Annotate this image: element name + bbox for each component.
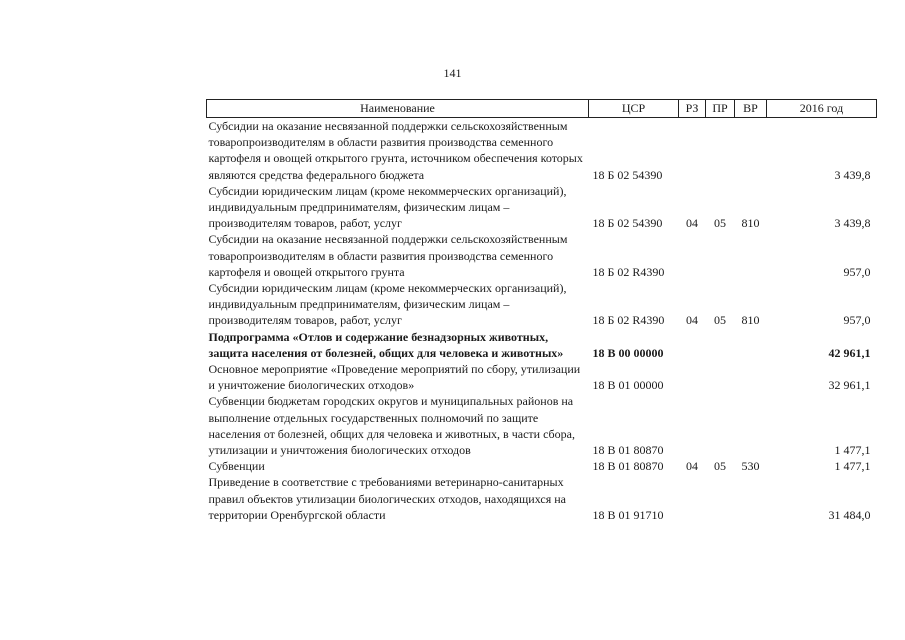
row-name: Приведение в соответствие с требованиями ветеринарно-санитарных правил объектов утилизации биологических отходов, находящихся на территории Оренбургской области [208, 475, 566, 522]
row-sum: 1 477,1 [834, 443, 871, 458]
row-sum: 957,0 [843, 313, 871, 328]
header-vr: ВР [735, 100, 767, 118]
row-rz [679, 329, 706, 361]
row-csr: 18 Б 02 54390 [592, 167, 663, 182]
row-csr: 18 В 01 00000 [592, 378, 664, 393]
row-rz [679, 474, 706, 523]
table-row [207, 474, 877, 523]
row-pr [706, 329, 735, 361]
row-vr [735, 393, 767, 458]
row-vr: 530 [741, 459, 760, 474]
row-sum: 1 477,1 [834, 459, 871, 474]
row-pr [706, 474, 735, 523]
header-name: Наименование [207, 100, 589, 118]
table-row [207, 231, 877, 280]
row-sum: 31 484,0 [828, 507, 871, 522]
row-sum: 957,0 [843, 264, 871, 279]
row-vr [735, 361, 767, 393]
row-csr: 18 Б 02 R4390 [592, 264, 665, 279]
row-name: Субсидии на оказание несвязанной поддержки сельскохозяйственным товаропроизводителям в области развития производства семенного картофеля и овощей открытого грунта, источником обеспечения которых являются средства федерального бюджета [208, 119, 583, 182]
header-csr: ЦСР [589, 100, 679, 118]
row-csr: 18 В 00 00000 [592, 345, 664, 360]
row-pr [706, 231, 735, 280]
table-row [207, 118, 877, 183]
row-rz: 04 [686, 216, 698, 231]
row-name: Субсидии юридическим лицам (кроме некоммерческих организаций), индивидуальным предпринимателям, физическим лицам – производителям товаров, работ, услуг [208, 281, 567, 328]
row-name: Субвенции бюджетам городских округов и муниципальных районов на выполнение отдельных государственных полномочий по защите населения от болезней, общих для человека и животных, в части сбора, утилизации и уничтожения биологических отходов [208, 394, 575, 458]
row-vr [735, 474, 767, 523]
row-name: Основное мероприятие «Проведение мероприятий по сбору, утилизации и уничтожение биологических отходов» [208, 362, 581, 393]
table-row [207, 458, 877, 474]
row-vr [735, 329, 767, 361]
row-name: Субвенции [208, 459, 265, 474]
table-row [207, 393, 877, 458]
row-csr: 18 Б 02 54390 [592, 216, 663, 231]
page-number: 141 [443, 66, 462, 80]
row-pr: 05 [714, 216, 726, 231]
row-sum: 3 439,8 [834, 167, 871, 182]
row-sum: 32 961,1 [828, 378, 871, 393]
row-rz [679, 393, 706, 458]
row-rz [679, 118, 706, 183]
row-vr [735, 231, 767, 280]
row-rz [679, 231, 706, 280]
table-row-subprogram [207, 329, 877, 361]
row-name: Подпрограмма «Отлов и содержание безнадзорных животных, защита населения от болезней, общих для человека и животных» [208, 329, 564, 360]
row-pr [706, 393, 735, 458]
row-sum: 3 439,8 [834, 216, 871, 231]
row-vr: 810 [741, 216, 760, 231]
row-csr: 18 В 01 80870 [592, 443, 664, 458]
row-pr [706, 361, 735, 393]
row-pr [706, 118, 735, 183]
row-pr: 05 [714, 313, 726, 328]
row-vr: 810 [741, 313, 760, 328]
row-name: Субсидии юридическим лицам (кроме некоммерческих организаций), индивидуальным предпринимателям, физическим лицам – производителям товаров, работ, услуг [208, 183, 567, 231]
row-rz: 04 [686, 459, 698, 474]
row-name: Субсидии на оказание несвязанной поддержки сельскохозяйственным товаропроизводителям в области развития производства семенного картофеля и овощей открытого грунта [208, 232, 568, 279]
row-rz [679, 361, 706, 393]
header-pr: ПР [706, 100, 735, 118]
table-row [207, 280, 877, 329]
budget-table [206, 99, 877, 523]
row-csr: 18 В 01 91710 [592, 507, 664, 522]
row-vr [735, 118, 767, 183]
row-csr: 18 Б 02 R4390 [592, 313, 665, 328]
row-csr: 18 В 01 80870 [592, 459, 664, 474]
header-year: 2016 год [767, 100, 877, 118]
table-row [207, 361, 877, 393]
row-sum: 42 961,1 [828, 345, 871, 360]
header-rz: РЗ [679, 100, 706, 118]
table-body [207, 118, 877, 524]
row-pr: 05 [714, 459, 726, 474]
table-row [207, 183, 877, 232]
table-header [207, 100, 877, 118]
row-rz: 04 [686, 313, 698, 328]
